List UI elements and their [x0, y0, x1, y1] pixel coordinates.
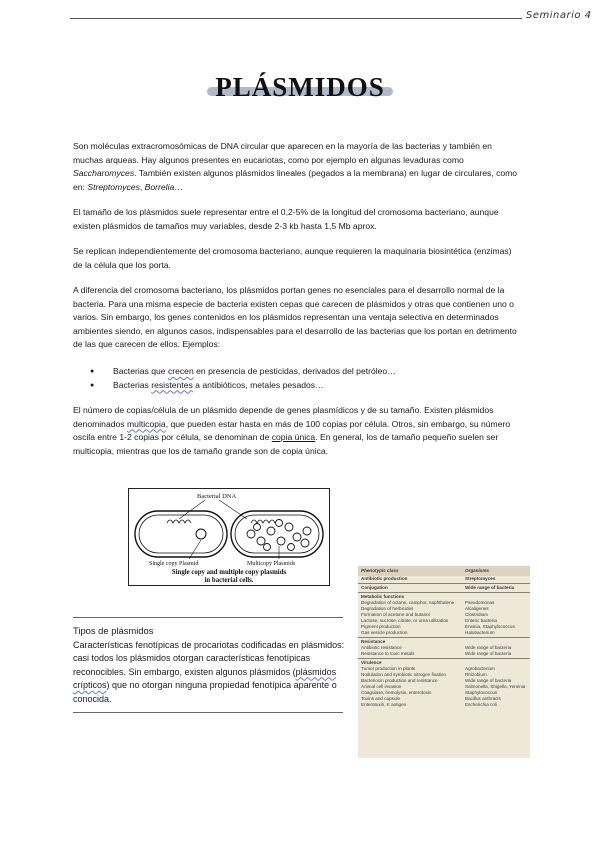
bullet-2-mark: resistentes: [151, 379, 193, 390]
table-cell-class: Gas vesicle production: [361, 630, 408, 635]
table-cell-organisms: Clostridium: [465, 612, 488, 617]
plasmid-figure: [128, 488, 330, 586]
table-separator: [358, 592, 530, 593]
table-cell-organisms: Wide range of bacteria: [465, 585, 515, 590]
divider-bottom: [73, 712, 343, 713]
table-cell-class: Degradation of octane, camphor, naphthalene: [361, 600, 455, 605]
table-cell-class: Conjugation: [361, 585, 388, 590]
table-cell-organisms: Halobacterium: [465, 630, 495, 635]
table-row: [358, 702, 530, 708]
table-cell-organisms: Streptomyces: [465, 576, 496, 581]
table-cell-class: Metabolic functions: [361, 594, 405, 599]
single-cell-dna: [167, 520, 191, 523]
bullet-1-mark: crecen: [167, 366, 194, 376]
header-tag: Seminario 4: [526, 10, 592, 21]
copies-paragraph: [73, 404, 523, 458]
table-cell-class: Degradation of herbicides: [361, 606, 414, 611]
phenotype-table: [358, 566, 530, 758]
size-paragraph: El tamaño de los plásmidos suele representar entre el 0,2-5% de la longitud del cromosoma bacteriano, aunque existen plásmidos de tamaños muy variables, desde 2-3 kb hasta 1,5 Mb aprox.: [73, 207, 499, 231]
table-cell-organisms: Pseudomonas: [465, 600, 495, 605]
table-cell-class: Coagulase, hemolysin, enterotoxin: [361, 690, 432, 695]
copies-text-3: . En general, los de tamaño pequeño suelen ser multicopia, mientras que los de tamaño grande son de copia única.: [73, 432, 499, 456]
caption-line-2: in bacterial cells.: [204, 577, 254, 584]
copies-text-2: , que pueden estar hasta en más de 100 copias por célula. Otros, sin embargo, su número oscila entre 1-2 copias por célula, se denominan de: [73, 418, 511, 442]
list-item: [73, 379, 523, 393]
bullet-2-post: a antibióticos, metales pesados…: [192, 379, 324, 390]
title-wrap: [0, 72, 600, 103]
table-cell-organisms: Wide range of bacteria: [465, 678, 512, 683]
intro-paragraph: [73, 140, 523, 194]
saccharomyces-term: Saccharomyces: [73, 168, 135, 178]
table-cell-organisms: Enteric bacteria: [465, 618, 497, 623]
table-cell-organisms: Wide range of bacteria: [465, 645, 512, 650]
cryptic-plasmids-term: plásmidos crípticos: [73, 666, 337, 690]
tipos-text-2: ) que no otorgan ninguna propiedad fenotípica aparente o conocida.: [73, 680, 337, 704]
table-cell-organisms: Escherichia coli: [465, 702, 497, 707]
bullet-1-post: en presencia de pesticidas, derivados del petróleo…: [193, 366, 396, 376]
table-cell-class: Tumor production in plants: [361, 666, 416, 671]
table-cell-class: Formation of acetone and butanol: [361, 612, 430, 617]
intro-text-4: …: [174, 181, 183, 192]
page-title: PLÁSMIDOS: [205, 72, 395, 103]
multicopy-plasmids: [247, 520, 311, 551]
multicopia-term: multicopia: [127, 418, 166, 429]
table-cell-organisms: Bacillus anthracis: [465, 696, 501, 701]
list-item: [73, 365, 523, 379]
table-cell-class: Animal cell invasion: [361, 684, 402, 689]
table-separator: [358, 658, 530, 659]
table-header: [358, 566, 530, 576]
label-multicopy: Multicopy Plasmids: [247, 561, 296, 567]
tipos-paragraph: [73, 624, 348, 706]
table-cell-organisms: Staphylococcus: [465, 690, 498, 695]
label-single-copy: Single copy Plasmid: [149, 561, 199, 567]
table-cell-organisms: Salmonella, Shigella, Yersinia: [465, 684, 526, 689]
table-cell-class: Lactose, sucrose, citrate, or urea utilization: [361, 618, 449, 623]
table-separator: [358, 637, 530, 638]
table-body: [358, 576, 530, 708]
table-cell-class: Virulence: [361, 660, 382, 665]
table-cell-class: Resistance to toxic metals: [361, 651, 415, 656]
table-cell-class: Resistance: [361, 639, 386, 644]
tipos-title: Tipos de plásmidos: [73, 625, 154, 636]
table-cell-organisms: Erwinia, Staphylococcus: [465, 624, 515, 629]
table-cell-class: Toxins and capsule: [361, 696, 401, 701]
bullet-1-pre: Bacterias que: [113, 366, 168, 376]
table-cell-class: Antibiotic production: [361, 576, 408, 581]
copia-unica-term: copia única: [271, 432, 316, 442]
table-cell-class: Enterotoxin, K antigen: [361, 702, 407, 707]
examples-list: [73, 365, 523, 392]
dna-pointer-right: [219, 500, 247, 519]
table-row: [358, 651, 530, 657]
intro-text-2: . También existen algunos plásmidos lineales (pegados a la membrana) en lugar de circulares, como en:: [73, 168, 518, 192]
table-row: [358, 585, 530, 591]
divider-top: [73, 617, 343, 618]
table-cell-class: Bacteriocin production and resistance: [361, 678, 438, 683]
table-header-class: Phenotypic class: [361, 568, 399, 573]
table-row: [358, 576, 530, 582]
table-cell-class: Nodulation and symbiotic nitrogen fixation: [361, 672, 447, 677]
table-cell-organisms: Alcaligenes: [465, 606, 489, 611]
dna-pointer-left: [179, 500, 205, 519]
tipos-text-1: Características fenotípicas de procariotas codificadas en plásmidos: casi todos los plásmidos otorgan características fenotípicas reconocibles. Sin embargo, existen algunos plásmidos (: [73, 639, 345, 677]
streptomyces-term: Streptomyces: [87, 181, 140, 192]
table-separator: [358, 583, 530, 584]
genes-paragraph: A diferencia del cromosoma bacteriano, los plásmidos portan genes no esenciales para el desarrollo normal de la bacteria. Para una misma especie de bacteria existen cepas que carecen de plásmidos y otras que contienen uno o varios. Sin embargo, los genes contenidos en los plásmidos representan una ventaja selectiva en determinados ambientes siendo, en algunos casos, indispensables para el desarrollo de las bacterias que los portan en detrimento de las que carecen de ellos. Ejemplos:: [73, 285, 517, 349]
bullet-2-pre: Bacterias: [113, 379, 152, 390]
table-cell-class: Antibiotic resistance: [361, 645, 402, 650]
table-cell-organisms: Agrobacterium: [465, 666, 495, 671]
table-row: [358, 630, 530, 636]
intro-text-3: ,: [139, 181, 145, 192]
table-cell-organisms: Rhizobium: [465, 672, 487, 677]
single-plasmid: [196, 529, 206, 539]
label-bacterial-dna: Bacterial DNA: [197, 493, 237, 500]
single-pointer: [189, 540, 201, 559]
header-line: [70, 18, 522, 19]
intro-text-1: Son moléculas extracromosómicas de DNA circular que aparecen en la mayoría de las bacterias y también en muchas arqueas. Hay algunos presentes en eucariotas, como por ejemplo en algunas levaduras como: [73, 141, 492, 165]
replication-paragraph: Se replican independientemente del cromosoma bacteriano, aunque requieren la maquinaria biosintética (enzimas) de la célula que los porta.: [73, 246, 512, 270]
copies-text-1: El número de copias/célula de un plásmido depende de genes plasmídicos y de su tamaño. Existen plásmidos denominados: [73, 405, 494, 429]
borrelia-term: Borrelia: [144, 181, 175, 192]
plasmid-diagram: [129, 489, 329, 585]
table-cell-organisms: Wide range of bacteria: [465, 651, 512, 656]
table-header-organisms: Organisms: [465, 568, 489, 573]
caption-line-1: Single copy and multiple copy plasmids: [171, 569, 287, 576]
multicopy-cell-dna: [251, 520, 275, 523]
table-cell-class: Pigment production: [361, 624, 401, 629]
